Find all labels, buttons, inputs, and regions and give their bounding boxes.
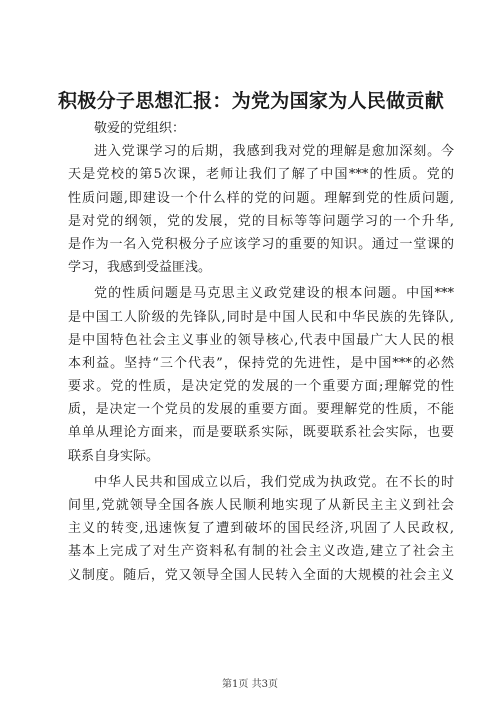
page-number-label: 第1页 共3页 bbox=[222, 679, 278, 690]
paragraph-line: 中华人民共和国成立以后，我们党成为执政党。在不长的时 bbox=[94, 474, 454, 490]
paragraph-line: 主义的转变,迅速恢复了遭到破坏的国民经济,巩固了人民政权, bbox=[68, 521, 454, 537]
document-body bbox=[68, 117, 454, 587]
paragraph-line: 要求。党的性质，是决定党的发展的一个重要方面;理解党的性 bbox=[68, 379, 454, 395]
document-title: 积极分子思想汇报：为党为国家为人民做贡献 bbox=[58, 90, 445, 112]
paragraph-line: 本利益。坚持“三个代表”，保持党的先进性，是中国***的必然 bbox=[68, 355, 454, 371]
paragraph-3 bbox=[68, 471, 454, 587]
paragraph-line: 天是党校的第5次课，老师让我们了解了中国***的性质。党的 bbox=[68, 167, 454, 183]
paragraph-line: 间里,党就领导全国各族人民顺利地实现了从新民主主义到社会 bbox=[68, 498, 454, 513]
paragraph-line: 义制度。随后，党又领导全国人民转入全面的大规模的社会主义 bbox=[68, 567, 454, 583]
paragraph-1 bbox=[68, 140, 454, 279]
paragraph-line: 质，是决定一个党员的发展的重要方面。要理解党的性质，不能 bbox=[68, 402, 454, 418]
salutation: 敬爱的党组织： bbox=[94, 121, 186, 136]
paragraph-line: 是中国特色社会主义事业的领导核心,代表中国最广大人民的根 bbox=[68, 332, 454, 348]
paragraph-line: 是中国工人阶级的先锋队,同时是中国人民和中华民族的先锋队, bbox=[68, 309, 454, 325]
paragraph-line: 是对党的纲领，党的发展，党的目标等等问题学习的一个升华, bbox=[68, 213, 454, 229]
paragraph-line: 党的性质问题是马克思主义政党建设的根本问题。中国*** bbox=[94, 286, 454, 302]
paragraph-line: 进入党课学习的后期，我感到我对党的理解是愈加深刻。今 bbox=[94, 144, 454, 160]
paragraph-line: 是作为一名入党积极分子应该学习的重要的知识。通过一堂课的 bbox=[68, 236, 454, 252]
paragraph-line: 学习，我感到受益匪浅。 bbox=[68, 260, 212, 276]
page-footer bbox=[0, 678, 500, 692]
paragraph-line: 性质问题,即建设一个什么样的党的问题。理解到党的性质问题, bbox=[68, 190, 454, 206]
paragraph-2 bbox=[68, 282, 454, 468]
paragraph-line: 单单从理论方面来，而是要联系实际，既要联系社会实际，也要 bbox=[68, 425, 454, 441]
paragraph-line: 基本上完成了对生产资料私有制的社会主义改造,建立了社会主 bbox=[68, 544, 454, 560]
paragraph-line: 联系自身实际。 bbox=[68, 448, 160, 464]
